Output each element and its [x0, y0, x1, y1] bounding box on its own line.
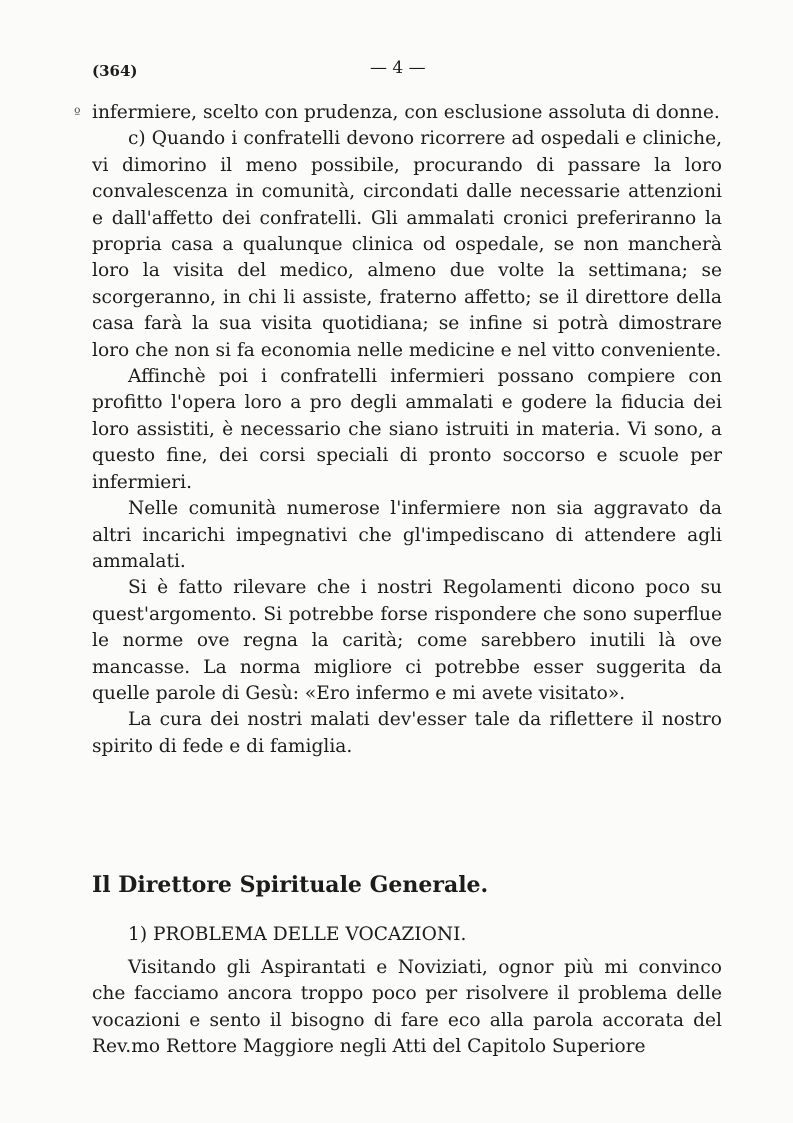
subsection-title: 1) PROBLEMA DELLE VOCAZIONI.: [128, 924, 467, 945]
body-text: [92, 100, 722, 760]
margin-mark: º: [74, 106, 81, 122]
paragraph-2: c) Quando i confratelli devono ricorrere ad ospedali e cliniche, vi dimorino il meno possibile, procurando di passare la loro convalescenza in comunità, circondati dalle necessarie attenzioni e dall'affetto dei confratelli. Gli ammalati cronici preferiranno la propria casa a qualunque clinica od ospedale, se non mancherà loro la visita del medico, almeno due volte la settimana; se scorgeranno, in chi li assiste, fraterno affetto; se il direttore della casa farà la sua visita quotidiana; se infine si potrà dimostrare loro che non si fa economia nelle medicine e nel vitto conveniente.: [92, 128, 722, 361]
paragraph-3: Affinchè poi i confratelli infermieri possano compiere con profitto l'opera loro a pro degli ammalati e godere la fiducia dei loro assistiti, è necessario che siano istruiti in materia. Vi sono, a questo fine, dei corsi speciali di pronto soccorso e scuole per infermieri.: [92, 366, 722, 493]
paragraph-6: La cura dei nostri malati dev'esser tale da riflettere il nostro spirito di fede e di famiglia.: [92, 709, 722, 757]
paragraph-5: Si è fatto rilevare che i nostri Regolamenti dicono poco su quest'argomento. Si potrebbe forse rispondere che sono superflue le norme ove regna la carità; come sarebbero inutili là ove mancasse. La norma migliore ci potrebbe esser suggerita da quelle parole di Gesù: «Ero infermo e mi avete visitato».: [92, 577, 722, 704]
paragraph-1: infermiere, scelto con prudenza, con esclusione assoluta di donne.: [92, 102, 720, 123]
final-paragraph: Visitando gli Aspirantati e Noviziati, ognor più mi convinco che facciamo ancora troppo poco per risolvere il problema delle vocazioni e sento il bisogno di fare eco alla parola accorata del Rev.mo Rettore Maggiore negli Atti del Capitolo Superiore: [92, 957, 722, 1058]
page-number: — 4 —: [370, 58, 426, 78]
paragraph-4: Nelle comunità numerose l'infermiere non sia aggravato da altri incarichi impegnativi che gl'impediscano di attendere agli ammalati.: [92, 498, 722, 572]
section-title: Il Direttore Spirituale Generale.: [92, 872, 489, 898]
document-number: (364): [92, 62, 138, 80]
